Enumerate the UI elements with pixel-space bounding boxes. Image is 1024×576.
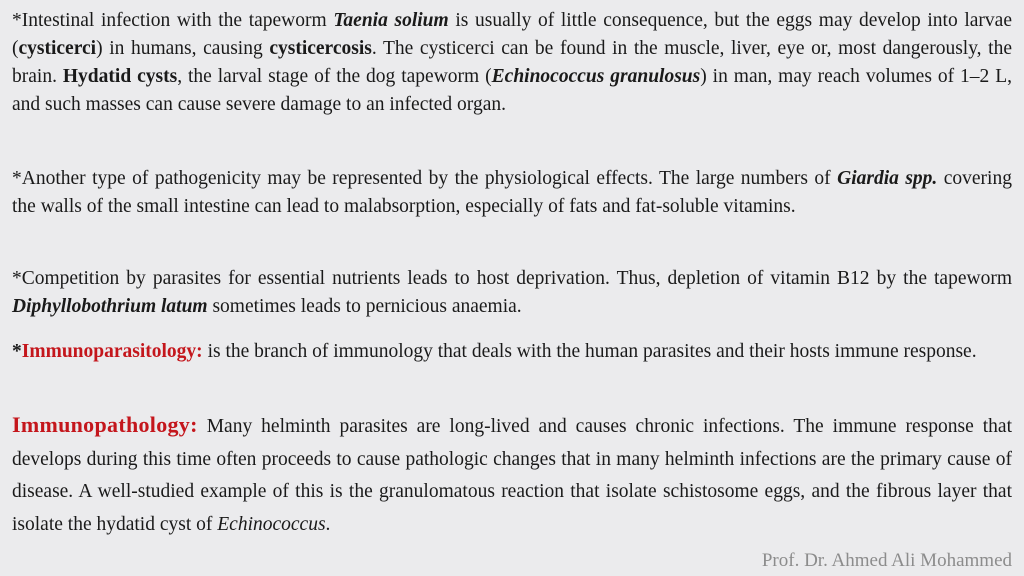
paragraph-diphyllobothrium xyxy=(12,265,1012,321)
text: ) in man, may reach volumes of 1–2 L, and such masses can cause severe damage to an infected organ. xyxy=(12,66,1013,115)
text: *Competition by parasites for essential nutrients leads to host deprivation. Thus, depletion of vitamin B12 by the tapeworm xyxy=(12,268,1012,289)
text: ) in humans, causing xyxy=(96,38,270,59)
asterisk: * xyxy=(12,341,22,362)
text: is the branch of immunology that deals with the human parasites and their hosts immune response. xyxy=(202,341,977,362)
text: . xyxy=(325,513,331,535)
term-immunopathology: Immunopathology: xyxy=(12,412,198,437)
term-immunoparasitology: Immunoparasitology: xyxy=(21,341,203,362)
text: . The cysticerci can be found in the muscle, liver, eye or, most dangerously, the brain. xyxy=(12,38,1012,87)
text: Many helminth parasites are long-lived and causes chronic infections. The immune response that develops during this time often proceeds to cause pathologic changes that in many helminth infections are the primary cause of disease. A well-studied example of this is the granulomatous reaction that isolate schistosome eggs, and the fibrous layer that isolate the hydatid cyst of xyxy=(12,416,1012,535)
term-hydatid-cysts: Hydatid cysts xyxy=(62,66,178,87)
term-cysticerci: cysticerci xyxy=(18,38,97,59)
text: is usually of little consequence, but the eggs may develop into larvae ( xyxy=(12,10,1012,59)
term-echinococcus: Echinococcus xyxy=(217,513,326,535)
text: *Intestinal infection with the tapeworm xyxy=(12,10,334,31)
term-diphyllobothrium-latum: Diphyllobothrium latum xyxy=(12,296,208,317)
term-taenia-solium: Taenia solium xyxy=(333,10,449,31)
author-footer: Prof. Dr. Ahmed Ali Mohammed xyxy=(761,550,1012,571)
paragraph-immunoparasitology xyxy=(12,338,1012,366)
paragraph-immunopathology xyxy=(12,409,1012,541)
paragraph-taenia-solium xyxy=(12,7,1012,119)
term-cysticercosis: cysticercosis xyxy=(269,38,372,59)
term-echinococcus-granulosus: Echinococcus granulosus xyxy=(491,66,701,87)
text: *Another type of pathogenicity may be represented by the physiological effects. The large numbers of xyxy=(12,168,838,189)
text: sometimes leads to pernicious anaemia. xyxy=(207,296,522,317)
text: , the larval stage of the dog tapeworm ( xyxy=(177,66,492,87)
text: covering the walls of the small intestine can lead to malabsorption, especially of fats and fat-soluble vitamins. xyxy=(12,168,1012,217)
term-giardia: Giardia spp. xyxy=(837,168,938,189)
paragraph-giardia xyxy=(12,165,1012,221)
